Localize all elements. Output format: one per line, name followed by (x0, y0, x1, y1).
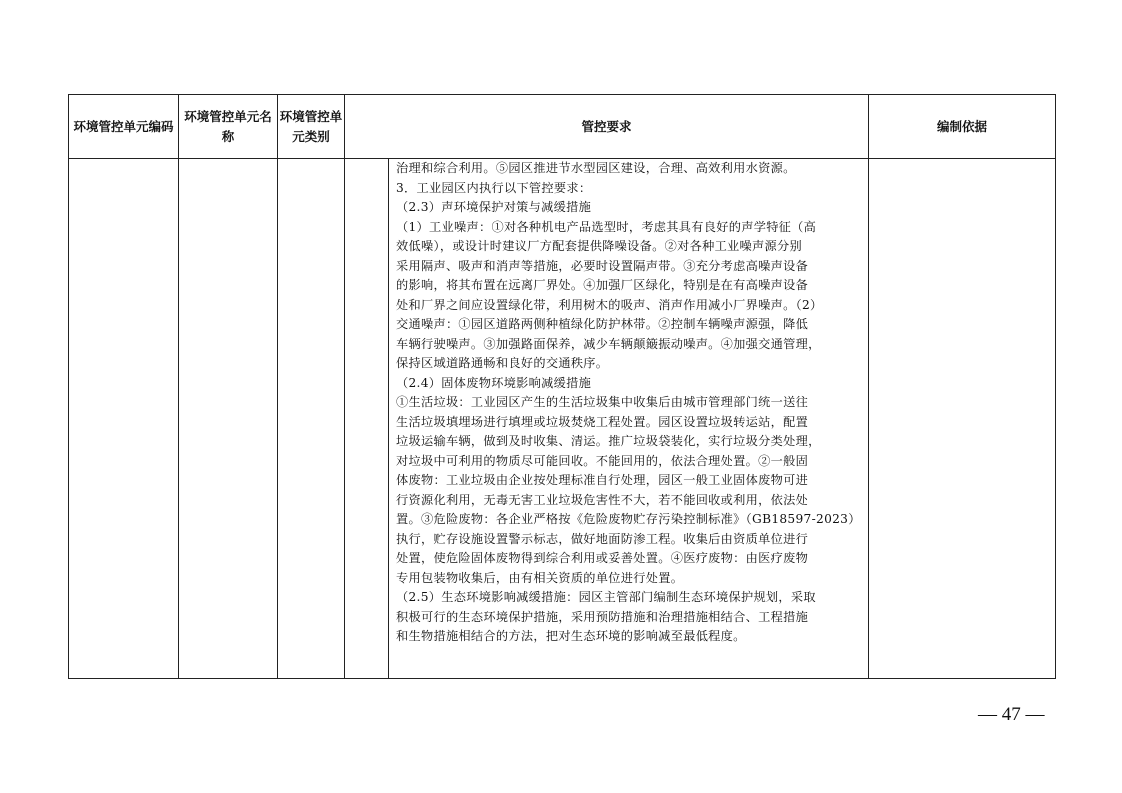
header-compilation-basis: 编制依据 (869, 95, 1056, 159)
requirement-line: ①生活垃圾：工业园区产生的生活垃圾集中收集后由城市管理部门统一送往 (396, 395, 809, 409)
header-unit-name: 环境管控单元名称 (179, 95, 278, 159)
requirement-line: 处和厂界之间应设置绿化带，利用树木的吸声、消声作用减小厂界噪声。（2） (396, 297, 823, 312)
requirement-line: 保持区域道路通畅和良好的交通秩序。 (396, 356, 609, 370)
cell-control-requirements (389, 159, 869, 679)
requirement-line: 执行，贮存设施设置警示标志，做好地面防渗工程。收集后由资质单位进行 (396, 531, 809, 546)
requirement-line: （2.5）生态环境影响减缓措施：园区主管部门编制生态环境保护规划，采取 (396, 590, 816, 604)
table-row (69, 159, 1056, 679)
header-control-requirements: 管控要求 (345, 95, 869, 159)
requirement-line: 采用隔声、吸声和消声等措施，必要时设置隔声带。③充分考虑高噪声设备 (396, 258, 809, 273)
requirement-line: 的影响，将其布置在远离厂界处。④加强厂区绿化，特别是在有高噪声设备 (396, 278, 809, 292)
cell-unit-type (278, 159, 345, 679)
requirement-line: 效低噪），或设计时建议厂方配套提供降噪设备。②对各种工业噪声源分别 (396, 239, 802, 253)
requirement-line: 和生物措施相结合的方法，把对生态环境的影响减至最低程度。 (396, 629, 746, 643)
header-unit-type: 环境管控单元类别 (278, 95, 345, 159)
requirement-line: （1）工业噪声：①对各种机电产品选型时，考虑其具有良好的声学特征（高 (396, 219, 817, 234)
requirement-line: 生活垃圾填埋场进行填埋或垃圾焚烧工程处置。园区设置垃圾转运站，配置 (396, 414, 809, 429)
requirement-line: 积极可行的生态环境保护措施，采用预防措施和治理措施相结合、工程措施 (396, 609, 809, 624)
cell-compilation-basis (869, 159, 1056, 679)
requirement-line: 垃圾运输车辆，做到及时收集、清运。推广垃圾袋装化，实行垃圾分类处理， (396, 434, 821, 448)
requirement-line: 3．工业园区内执行以下管控要求： (396, 180, 592, 195)
requirement-line: 交通噪声：①园区道路两侧种植绿化防护林带。②控制车辆噪声源强，降低 (396, 317, 809, 331)
requirement-line: 车辆行驶噪声。③加强路面保养，减少车辆颠簸振动噪声。④加强交通管理， (396, 336, 821, 351)
requirement-line: （2.4）固体废物环境影响减缓措施 (396, 375, 592, 390)
header-unit-code: 环境管控单元编码 (69, 95, 179, 159)
requirements-text (389, 159, 868, 647)
cell-blank-subcolumn (345, 159, 389, 679)
requirement-line: 处置，使危险固体废物得到综合利用或妥善处置。④医疗废物：由医疗废物 (396, 551, 809, 565)
control-requirements-table (68, 94, 1056, 679)
cell-unit-code (69, 159, 179, 679)
page-number: — 47 — (978, 704, 1045, 725)
requirement-line: 治理和综合利用。⑤园区推进节水型园区建设，合理、高效利用水资源。 (396, 161, 796, 175)
requirement-line: 行资源化利用，无毒无害工业垃圾危害性不大，若不能回收或利用，依法处 (396, 492, 809, 507)
requirement-line: （2.3）声环境保护对策与减缓措施 (396, 200, 592, 214)
requirement-line: 对垃圾中可利用的物质尽可能回收。不能回用的，依法合理处置。②一般固 (396, 453, 809, 468)
requirement-line: 专用包装物收集后，由有相关资质的单位进行处置。 (396, 570, 684, 585)
requirement-line: 体废物：工业垃圾由企业按处理标准自行处理，园区一般工业固体废物可进 (396, 473, 809, 487)
cell-unit-name (179, 159, 278, 679)
requirement-line: 置。③危险废物：各企业严格按《危险废物贮存污染控制标准》（GB18597-2023） (396, 512, 861, 526)
table-header-row (69, 95, 1056, 159)
